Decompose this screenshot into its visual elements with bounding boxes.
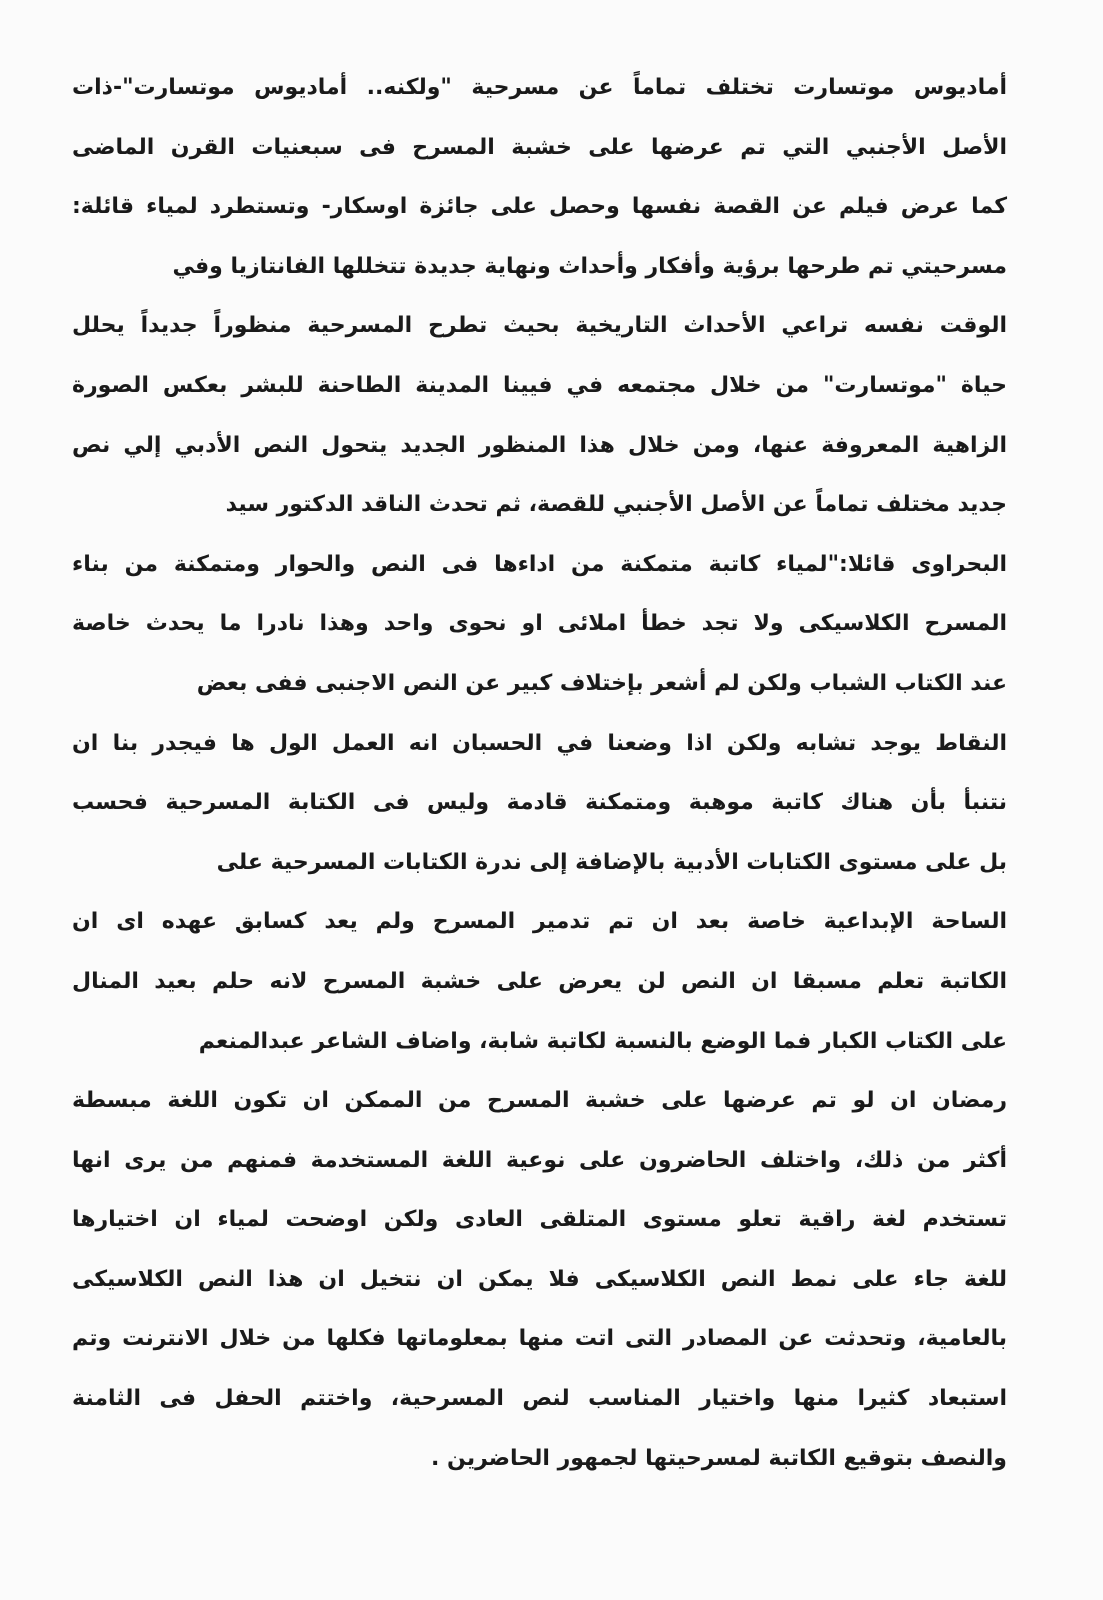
text-line: استبعاد كثيرا منها واختيار المناسب لنص المسرحية، واختتم الحفل فى الثامنة bbox=[72, 1386, 1007, 1412]
text-line: البحراوى قائلا:"لمياء كاتبة متمكنة من اداءها فى النص والحوار ومتمكنة من بناء bbox=[72, 551, 1007, 577]
text-line: الأصل الأجنبي التي تم عرضها على خشبة المسرح فى سبعنيات القرن الماضى bbox=[72, 134, 1007, 160]
text-line: الكاتبة تعلم مسبقا ان النص لن يعرض على خشبة المسرح لانه حلم بعيد المنال bbox=[72, 968, 1007, 994]
text-line: مسرحيتي تم طرحها برؤية وأفكار وأحداث ونهاية جديدة تتخللها الفانتازيا وفي bbox=[172, 253, 1007, 279]
text-line: للغة جاء على نمط النص الكلاسيكى فلا يمكن ان نتخيل ان هذا النص الكلاسيكى bbox=[72, 1266, 1007, 1292]
text-line: نتنبأ بأن هناك كاتبة موهبة ومتمكنة قادمة وليس فى الكتابة المسرحية فحسب bbox=[72, 790, 1007, 816]
text-line: أماديوس موتسارت تختلف تماماً عن مسرحية "ولكنه.. أماديوس موتسارت"-ذات bbox=[72, 75, 1007, 100]
text-line: والنصف بتوقيع الكاتبة لمسرحيتها لجمهور الحاضرين . bbox=[431, 1445, 1007, 1471]
text-line: تستخدم لغة راقية تعلو مستوى المتلقى العادى ولكن اوضحت لمياء ان اختيارها bbox=[72, 1207, 1007, 1233]
text-line: النقاط يوجد تشابه ولكن اذا وضعنا في الحسبان انه العمل الول ها فيجدر بنا ان bbox=[72, 730, 1007, 756]
text-line: عند الكتاب الشباب ولكن لم أشعر بإختلاف كبير عن النص الاجنبى ففى بعض bbox=[196, 670, 1007, 696]
text-line: الزاهية المعروفة عنها، ومن خلال هذا المنظور الجديد يتحول النص الأدبي إلي نص bbox=[72, 432, 1007, 458]
text-line: جديد مختلف تماماً عن الأصل الأجنبي للقصة، ثم تحدث الناقد الدكتور سيد bbox=[225, 492, 1007, 518]
text-line: على الكتاب الكبار فما الوضع بالنسبة لكاتبة شابة، واضاف الشاعر عبدالمنعم bbox=[198, 1028, 1007, 1054]
text-line: الساحة الإبداعية خاصة بعد ان تم تدمير المسرح ولم يعد كسابق عهده اى ان bbox=[72, 909, 1007, 935]
text-line: أكثر من ذلك، واختلف الحاضرون على نوعية اللغة المستخدمة فمنهم من يرى انها bbox=[72, 1147, 1007, 1173]
text-line: حياة "موتسارت" من خلال مجتمعه في فيينا المدينة الطاحنة للبشر بعكس الصورة bbox=[72, 372, 1007, 398]
text-line: المسرح الكلاسيكى ولا تجد خطأ املائى او نحوى واحد وهذا نادرا ما يحدث خاصة bbox=[72, 611, 1007, 637]
text-line: رمضان ان لو تم عرضها على خشبة المسرح من الممكن ان تكون اللغة مبسطة bbox=[72, 1088, 1007, 1114]
text-line: بل على مستوى الكتابات الأدبية بالإضافة إلى ندرة الكتابات المسرحية على bbox=[216, 849, 1007, 875]
document-body bbox=[72, 66, 1007, 1496]
text-line: بالعامية، وتحدثت عن المصادر التى اتت منها بمعلوماتها فكلها من خلال الانترنت وتم bbox=[72, 1326, 1007, 1352]
text-line: كما عرض فيلم عن القصة نفسها وحصل على جائزة اوسكار- وتستطرد لمياء قائلة: bbox=[72, 194, 1007, 220]
text-line: الوقت نفسه تراعي الأحداث التاريخية بحيث تطرح المسرحية منظوراً جديداً يحلل bbox=[72, 313, 1007, 339]
